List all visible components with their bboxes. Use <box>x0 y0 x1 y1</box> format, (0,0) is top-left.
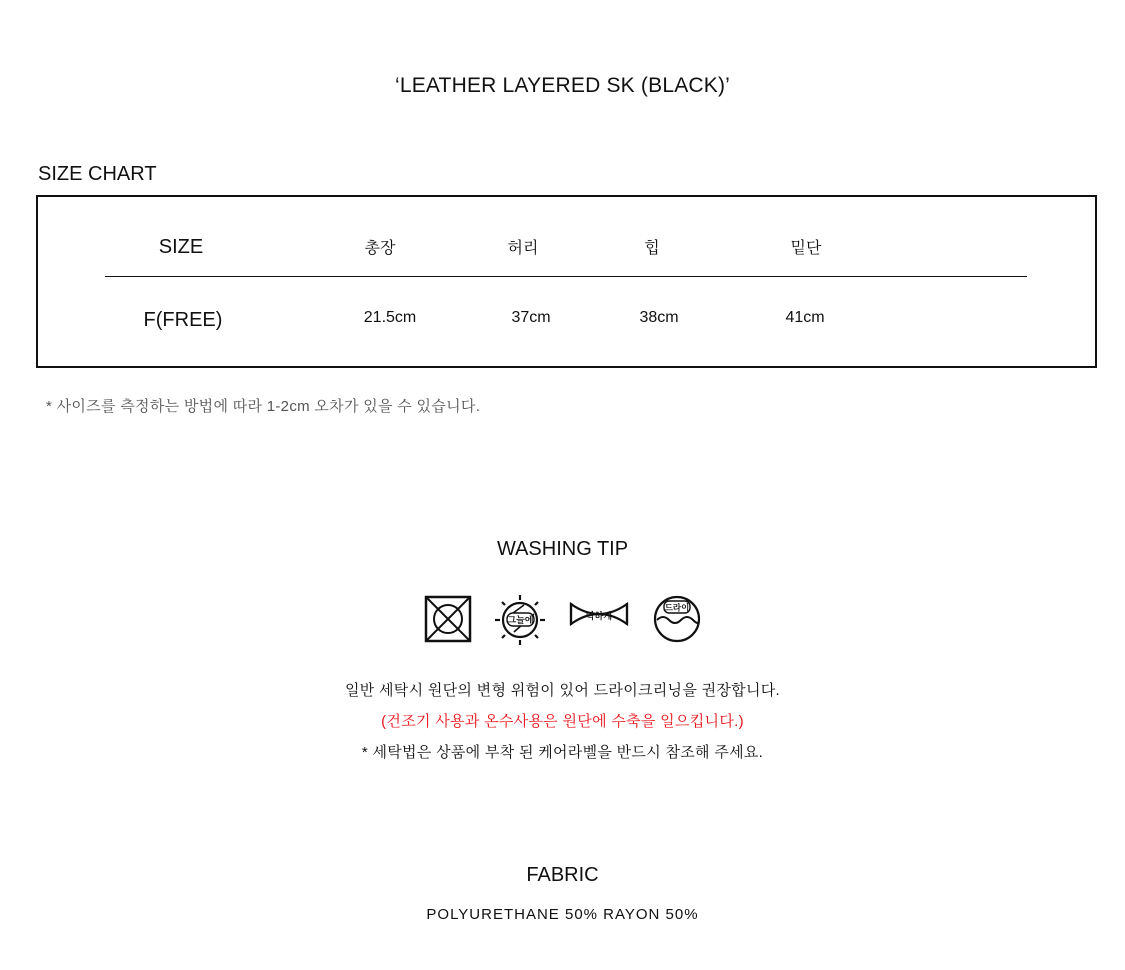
size-note: * 사이즈를 측정하는 방법에 따라 1-2cm 오차가 있을 수 있습니다. <box>46 398 481 415</box>
dry-clean-label: 드라이 <box>664 603 689 614</box>
fabric-composition: POLYURETHANE 50% RAYON 50% <box>426 906 699 923</box>
gentle-wring-label: 약하게 <box>585 612 612 622</box>
product-title: ‘LEATHER LAYERED SK (BLACK)’ <box>394 74 731 97</box>
washing-line-1: 일반 세탁시 원단의 변형 위험이 있어 드라이크리닝을 권장합니다. <box>344 682 781 699</box>
no-machine-wash-icon <box>424 594 472 644</box>
cell-size: F(FREE) <box>143 309 223 331</box>
cell-waist: 37cm <box>511 309 551 326</box>
gentle-wring-icon <box>568 594 630 634</box>
cell-hip: 38cm <box>639 309 679 326</box>
washing-tip-title: WASHING TIP <box>496 538 629 560</box>
cell-length: 21.5cm <box>363 309 417 326</box>
header-divider <box>105 276 1027 277</box>
col-header-size: SIZE <box>158 236 204 258</box>
size-chart-table <box>36 195 1097 368</box>
shade-dry-icon <box>494 594 546 646</box>
col-header-length: 총장 <box>364 240 396 257</box>
shade-dry-label: 그늘에 <box>506 616 534 626</box>
washing-warning: (건조기 사용과 온수사용은 원단에 수축을 일으킵니다.) <box>381 713 744 730</box>
dry-clean-icon <box>652 594 702 644</box>
cell-hem: 41cm <box>785 309 825 326</box>
fabric-title: FABRIC <box>526 864 599 886</box>
size-chart-heading: SIZE CHART <box>38 163 157 185</box>
washing-line-3: * 세탁법은 상품에 부착 된 케어라벨을 반드시 참조해 주세요. <box>361 744 764 761</box>
col-header-hip: 힙 <box>644 240 660 257</box>
col-header-waist: 허리 <box>507 240 539 257</box>
col-header-hem: 밑단 <box>790 240 822 257</box>
washing-icons <box>0 594 1125 646</box>
